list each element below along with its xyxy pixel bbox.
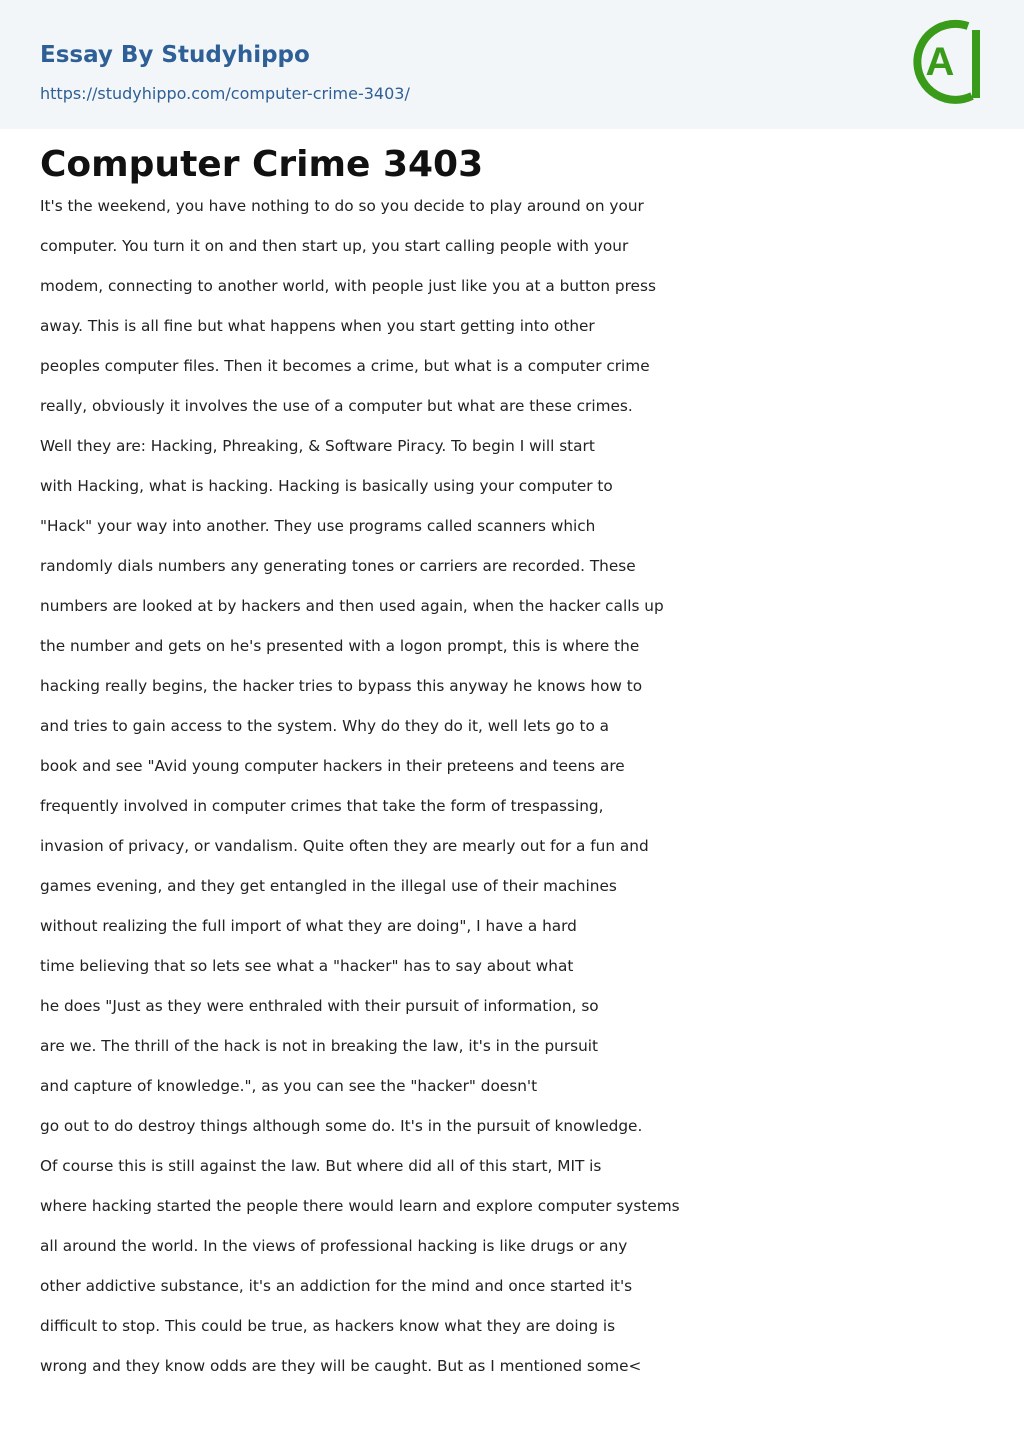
essay-line: the number and gets on he's presented with a logon prompt, this is where the bbox=[40, 637, 640, 655]
essay-line: frequently involved in computer crimes that take the form of trespassing, bbox=[40, 797, 604, 815]
essay-line: computer. You turn it on and then start up, you start calling people with your bbox=[40, 237, 629, 255]
essay-line: Of course this is still against the law. But where did all of this start, MIT is bbox=[40, 1157, 602, 1175]
essay-line: "Hack" your way into another. They use programs called scanners which bbox=[40, 517, 596, 535]
essay-line: book and see "Avid young computer hackers in their preteens and teens are bbox=[40, 757, 625, 775]
essay-line: all around the world. In the views of professional hacking is like drugs or any bbox=[40, 1237, 628, 1255]
essay-line: and tries to gain access to the system. Why do they do it, well lets go to a bbox=[40, 717, 610, 735]
essay-line: other addictive substance, it's an addiction for the mind and once started it's bbox=[40, 1277, 633, 1295]
page-header bbox=[0, 0, 1024, 129]
essay-line: difficult to stop. This could be true, as hackers know what they are doing is bbox=[40, 1317, 616, 1335]
essay-line: Well they are: Hacking, Phreaking, & Software Piracy. To begin I will start bbox=[40, 437, 595, 455]
logo-letter: A bbox=[925, 40, 955, 84]
essay-line: without realizing the full import of what they are doing", I have a hard bbox=[40, 917, 577, 935]
essay-line: It's the weekend, you have nothing to do so you decide to play around on your bbox=[40, 197, 644, 215]
essay-line: away. This is all fine but what happens when you start getting into other bbox=[40, 317, 595, 335]
essay-line: games evening, and they get entangled in the illegal use of their machines bbox=[40, 877, 617, 895]
essay-line: he does "Just as they were enthraled with their pursuit of information, so bbox=[40, 997, 599, 1015]
essay-line: wrong and they know odds are they will be caught. But as I mentioned some< bbox=[40, 1357, 642, 1375]
essay-line: are we. The thrill of the hack is not in breaking the law, it's in the pursuit bbox=[40, 1037, 599, 1055]
essay-line: time believing that so lets see what a "hacker" has to say about what bbox=[40, 957, 574, 975]
source-url-link[interactable]: https://studyhippo.com/computer-crime-3403/ bbox=[40, 84, 410, 103]
essay-title: Computer Crime 3403 bbox=[40, 144, 484, 185]
essay-line: randomly dials numbers any generating tones or carriers are recorded. These bbox=[40, 557, 636, 575]
essay-line: peoples computer files. Then it becomes a crime, but what is a computer crime bbox=[40, 357, 650, 375]
essay-line: invasion of privacy, or vandalism. Quite often they are mearly out for a fun and bbox=[40, 837, 649, 855]
essay-line: hacking really begins, the hacker tries to bypass this anyway he knows how to bbox=[40, 677, 643, 695]
essay-line: modem, connecting to another world, with people just like you at a button press bbox=[40, 277, 656, 295]
essay-body bbox=[40, 192, 740, 1392]
essay-line: go out to do destroy things although some do. It's in the pursuit of knowledge. bbox=[40, 1117, 643, 1135]
essay-line: where hacking started the people there would learn and explore computer systems bbox=[40, 1197, 680, 1215]
essay-line: numbers are looked at by hackers and then used again, when the hacker calls up bbox=[40, 597, 664, 615]
essay-line: really, obviously it involves the use of a computer but what are these crimes. bbox=[40, 397, 633, 415]
essay-line: with Hacking, what is hacking. Hacking is basically using your computer to bbox=[40, 477, 613, 495]
brand-title: Essay By Studyhippo bbox=[40, 42, 310, 68]
studyhippo-logo-icon[interactable] bbox=[906, 16, 990, 110]
essay-line: and capture of knowledge.", as you can see the "hacker" doesn't bbox=[40, 1077, 538, 1095]
